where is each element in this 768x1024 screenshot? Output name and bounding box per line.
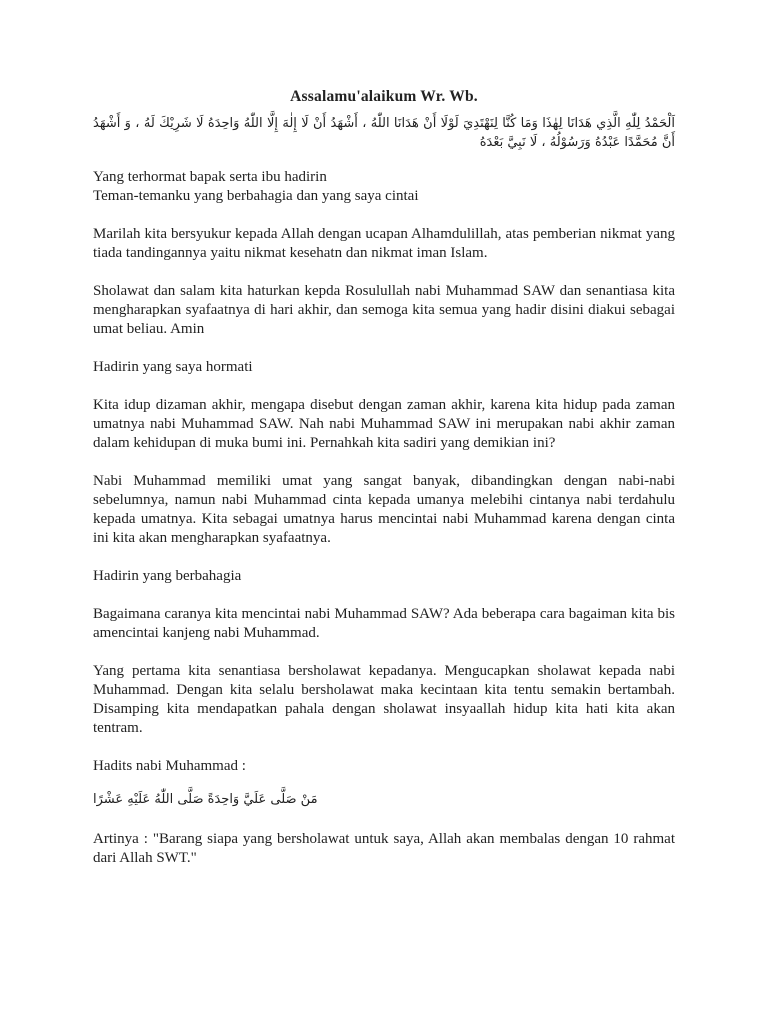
paragraph-prophet-love: Nabi Muhammad memiliki umat yang sangat banyak, dibandingkan dengan nabi-nabi sebelumnya, namun nabi Muhammad cinta kepada umanya melebihi cintanya nabi terdahulu kepada umatnya. Kita sebagai umatnya harus mencintai nabi Muhammad karena dengan cinta ini kita akan mengharapkan syafaatnya. [93, 473, 675, 546]
hadith-arabic-text [93, 790, 675, 810]
greeting-line: Yang terhormat bapak serta ibu hadirin [93, 169, 327, 185]
document-body [93, 88, 675, 887]
paragraph-end-times: Kita idup dizaman akhir, mengapa disebut dengan zaman akhir, karena kita hidup pada zaman umatnya nabi Muhammad SAW. Nah nabi Muhammad SAW ini merupakan nabi akhir zaman dalam kehidupan di muka bumi ini. Pernahkah kita sadiri yang demikian ini? [93, 397, 675, 451]
hadith-arabic-line: مَنْ صَلَّى عَلَيَّ وَاحِدَةً صَلَّى اللّٰهُ عَلَيْهِ عَشْرًا [93, 792, 318, 807]
paragraph-sholawat: Sholawat dan salam kita haturkan kepda Rosulullah nabi Muhammad SAW dan senantiasa kita mengharapkan syafaatnya di hari akhir, dan semoga kita semua yang hadir disini diakui sebagai umat beliau. Amin [93, 283, 675, 337]
paragraph-first-way: Yang pertama kita senantiasa bersholawat kepadanya. Mengucapkan sholawat kepada nabi Muhammad. Dengan kita selalu bersholawat maka kecintaan kita tentu semakin bertambah. Disamping kita mendapatkan pahala dengan sholawat insyaallah hidup kita hati kita akan tentram. [93, 663, 675, 736]
section-heading: Hadirin yang berbahagia [93, 568, 242, 584]
hadith-heading: Hadits nabi Muhammad : [93, 758, 246, 774]
greeting-line: Teman-temanku yang berbahagia dan yang saya cintai [93, 188, 419, 204]
page-title: Assalamu'alaikum Wr. Wb. [290, 88, 478, 105]
paragraph-hadith-meaning: Artinya : "Barang siapa yang bersholawat untuk saya, Allah akan membalas dengan 10 rahmat dari Allah SWT." [93, 831, 675, 866]
section-heading: Hadirin yang saya hormati [93, 359, 253, 375]
paragraph-how-to-love: Bagaimana caranya kita mencintai nabi Muhammad SAW? Ada beberapa cara bagaiman kita bis amencintai kanjeng nabi Muhammad. [93, 606, 675, 641]
opening-arabic-text: اَلْحَمْدُ لِلّٰهِ الَّذِي هَدَانَا لِهٰذَا وَمَا كُنَّا لِنَهْتَدِيَ لَوْلَا أَنْ هَدَانَا اللّٰهُ ، أَشْهَدُ أَنْ لَا إِلٰهَ إِلَّا اللّٰهُ وَاحِدَهُ لَا شَرِيْكَ لَهُ ، وَ أَشْهَدُ أَنَّ مُحَمَّدًا عَبْدُهُ وَرَسُوْلُهُ ، لَا نَبِيَّ بَعْدَهُ [93, 116, 675, 150]
greeting-block [93, 168, 675, 206]
paragraph-gratitude: Marilah kita bersyukur kepada Allah dengan ucapan Alhamdulillah, atas pemberian nikmat yang tiada tandingannya yaitu nikmat kesehatn dan nikmat iman Islam. [93, 226, 675, 261]
